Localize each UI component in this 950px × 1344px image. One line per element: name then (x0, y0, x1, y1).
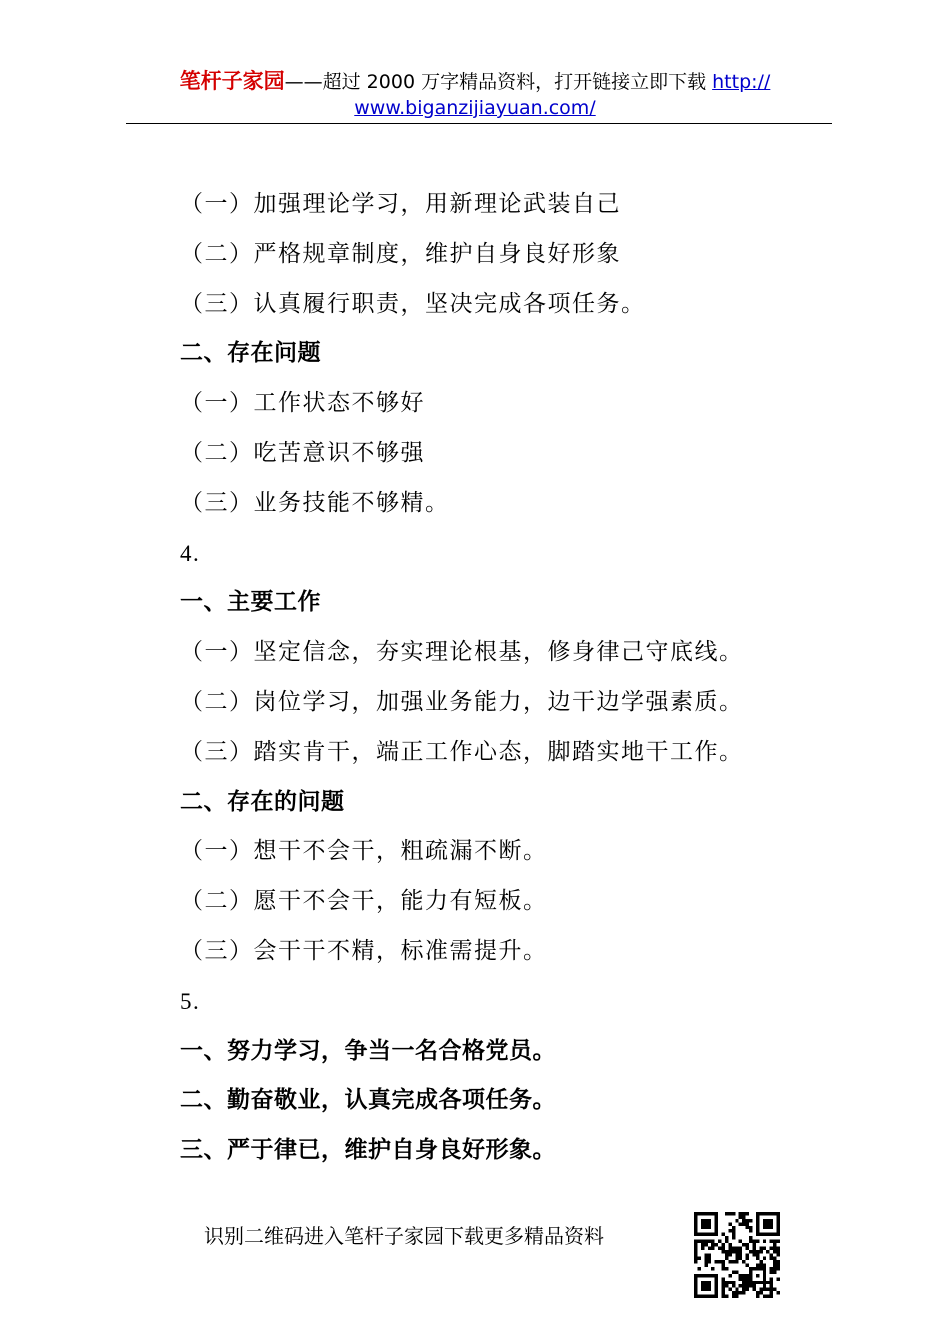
download-link-continued[interactable]: www.biganzijiayuan.com/ (354, 97, 596, 119)
section-heading: 二、存在的问题 (180, 788, 345, 815)
section-heading: 三、严于律已，维护自身良好形象。 (180, 1137, 556, 1164)
header-divider (126, 123, 832, 124)
footer-caption: 识别二维码进入笔杆子家园下载更多精品资料 (204, 1224, 604, 1248)
list-item: （三）踏实肯干，端正工作心态，脚踏实地干工作。 (180, 738, 744, 765)
list-item: （二）严格规章制度，维护自身良好形象 (180, 240, 621, 267)
list-item: （三）认真履行职责，坚决完成各项任务。 (180, 290, 646, 317)
list-item: （三）业务技能不够精。 (180, 489, 450, 516)
download-link[interactable]: http:// (712, 71, 771, 93)
brand-name: 笔杆子家园 (179, 69, 285, 93)
section-heading: 一、努力学习，争当一名合格党员。 (180, 1037, 556, 1064)
document-body (180, 180, 830, 1176)
section-number: 5. (180, 988, 201, 1014)
list-item: （二）吃苦意识不够强 (180, 439, 425, 466)
section-heading: 二、勤奋敬业，认真完成各项任务。 (180, 1087, 556, 1114)
page-header (0, 68, 950, 121)
header-tagline: ——超过 2000 万字精品资料，打开链接立即下载 (284, 71, 713, 93)
list-item: （二）愿干不会干，能力有短板。 (180, 888, 548, 915)
list-item: （一）想干不会干，粗疏漏不断。 (180, 838, 548, 865)
list-item: （一）工作状态不够好 (180, 390, 425, 417)
section-heading: 一、主要工作 (180, 589, 321, 616)
section-heading: 二、存在问题 (180, 340, 321, 367)
list-item: （三）会干干不精，标准需提升。 (180, 937, 548, 964)
list-item: （一）坚定信念，夯实理论根基，修身律己守底线。 (180, 639, 744, 666)
qr-code-icon[interactable] (694, 1212, 780, 1298)
section-number: 4. (180, 540, 201, 566)
list-item: （一）加强理论学习，用新理论武装自己 (180, 191, 621, 217)
header-line-2 (0, 95, 950, 121)
header-line-1 (0, 68, 950, 95)
list-item: （二）岗位学习，加强业务能力，边干边学强素质。 (180, 688, 744, 715)
